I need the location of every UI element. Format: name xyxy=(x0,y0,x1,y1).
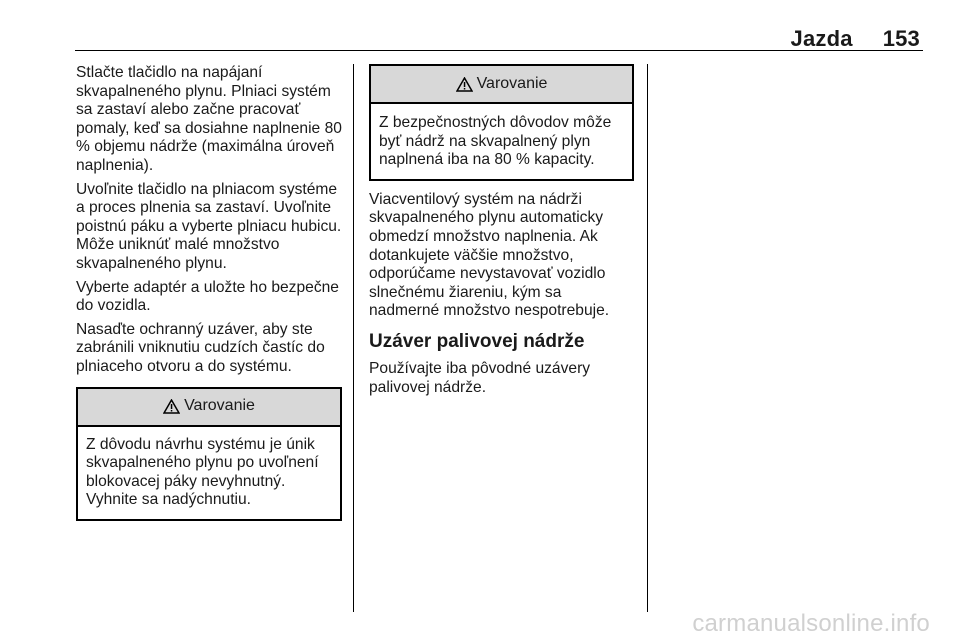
page-number: 153 xyxy=(882,26,920,51)
watermark: carmanualsonline.info xyxy=(692,610,930,637)
paragraph: Uvoľnite tlačidlo na plniacom systéme a proces plnenia sa zastaví. Uvoľnite poistnú páku a vyberte plniacu hubicu. Môže uniknúť malé množstvo skvapalneného plynu. xyxy=(76,180,342,272)
column-middle xyxy=(369,64,634,402)
paragraph: Nasaďte ochranný uzáver, aby ste zabránili vniknutiu cudzích častíc do plniaceho otvoru a do systému. xyxy=(76,320,325,375)
warning-box xyxy=(76,387,342,521)
warning-title: Varovanie xyxy=(476,74,548,92)
subheading: Uzáver palivovej nádrže xyxy=(369,330,585,352)
header-rule xyxy=(75,50,923,51)
page-header xyxy=(791,26,920,52)
warning-triangle-icon xyxy=(163,399,180,414)
paragraph: Vyberte adaptér a uložte ho bezpečne do vozidla. xyxy=(76,278,339,315)
paragraph: Používajte iba pôvodné uzávery palivovej nádrže. xyxy=(369,359,591,396)
warning-title: Varovanie xyxy=(184,397,255,415)
paragraph: Viacventilový systém na nádrži skvapalneného plynu automaticky obmedzí množstvo naplnenia. Ak dotankujete väčšie množstvo, odporúčame nevystavovať vozidlo slnečnému žiareniu, kým sa nadmerné množstvo nespotrebuje. xyxy=(369,190,610,320)
paragraph: Stlačte tlačidlo na napájaní skvapalneného plynu. Plniaci systém sa zastaví alebo začne pracovať pomaly, keď sa dosiahne naplnenie 80 % objemu nádrže (maximálna úroveň naplnenia). xyxy=(76,64,342,174)
column-divider xyxy=(353,64,354,612)
warning-body: Z dôvodu návrhu systému je únik skvapalneného plynu po uvoľnení blokovacej páky nevyhnutný. Vyhnite sa nadýchnutiu. xyxy=(86,435,319,509)
column-divider xyxy=(647,64,648,612)
column-left xyxy=(76,64,342,521)
warning-box xyxy=(369,64,634,181)
warning-body: Z bezpečnostných dôvodov môže byť nádrž na skvapalnený plyn naplnená iba na 80 % kapacity. xyxy=(379,114,612,169)
warning-header xyxy=(371,66,632,104)
warning-triangle-icon xyxy=(456,77,473,92)
warning-header xyxy=(78,389,340,427)
section-title: Jazda xyxy=(790,26,853,51)
